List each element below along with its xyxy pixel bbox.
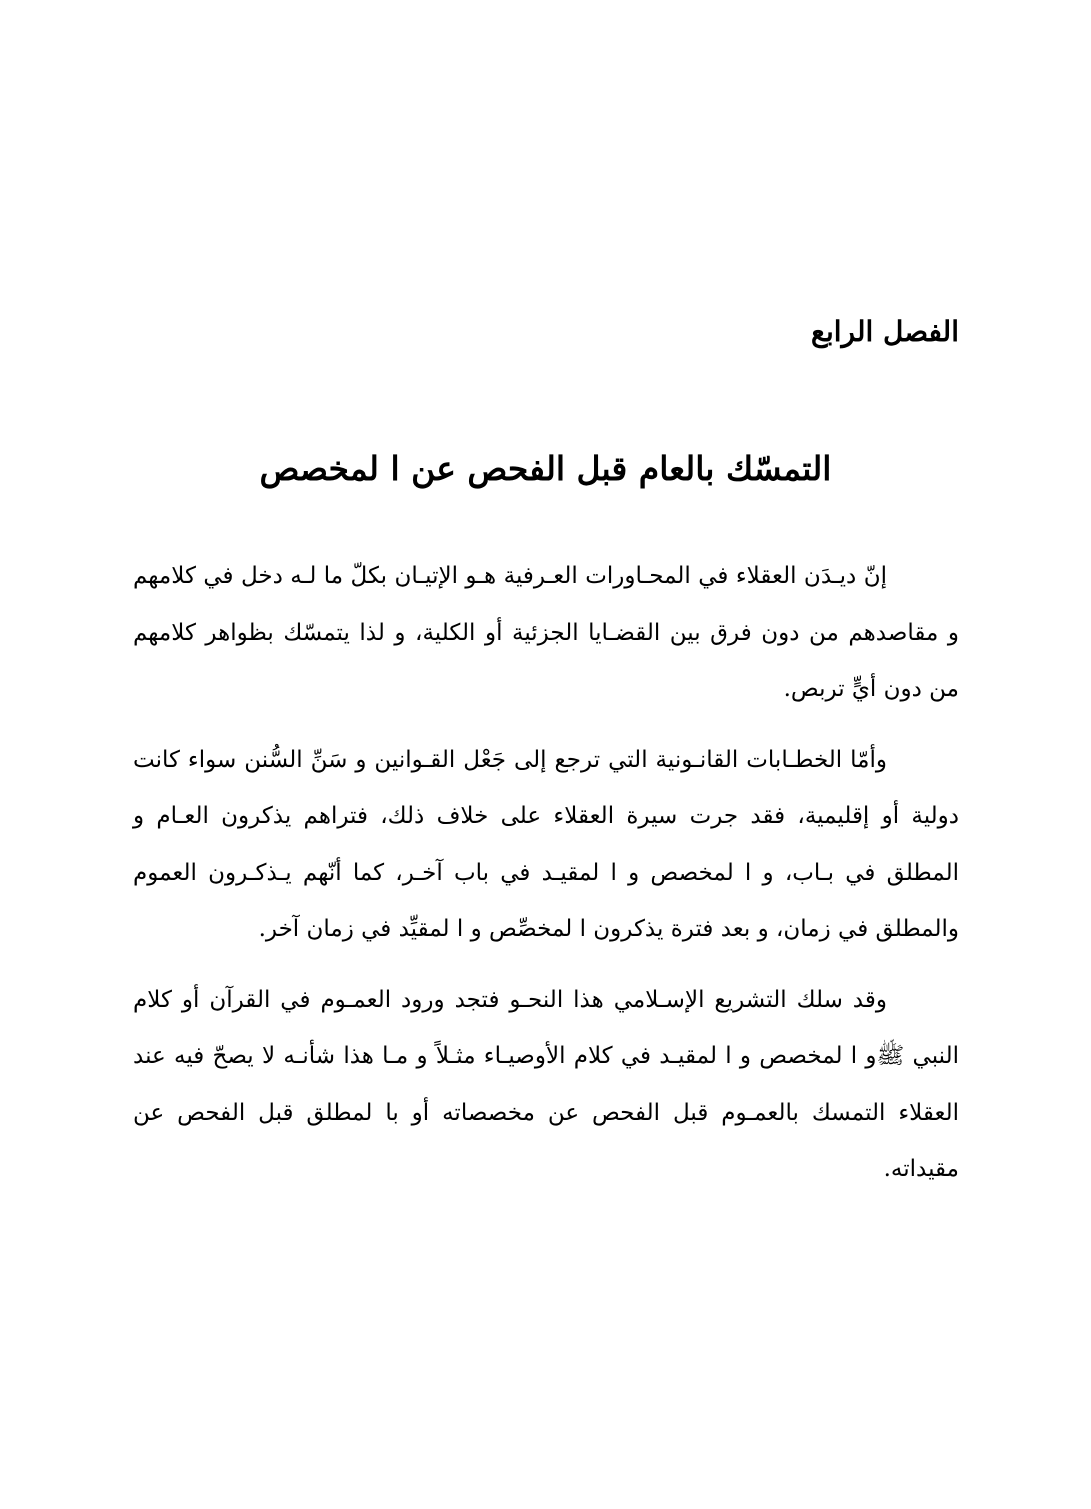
- paragraph-2: وأمّا الخطـابات القانـونية التي ترجع إلى جَعْل القـوانين و سَنِّ السُّنن سواء كانت دولية أو إقليمية، فقد جرت سيرة العقلاء على خلاف ذلك، فتراهم يذكرون العـام و المطلق في بـاب، و ا لمخصص و ا لمقيـد في باب آخـر، كما أنّهم يـذكـرون العموم والمطلق في زمان، و بعد فترة يذكرون ا لمخصِّص و ا لمقيِّد في زمان آخر.: [133, 746, 959, 942]
- body-text: [133, 548, 959, 1198]
- chapter-title: التمسّك بالعام قبل الفحص عن ا لمخصص: [259, 449, 832, 488]
- paragraph-1: إنّ ديـدَن العقلاء في المحـاورات العـرفية هـو الإتيـان بكلّ ما لـه دخل في كلامهم و مقاصدهم من دون فرق بين القضـايا الجزئية أو الكلية، و لذا يتمسّك بظواهر كلامهم من دون أيٍّ تربص.: [133, 563, 959, 702]
- paragraph-3: وقد سلك التشريع الإسـلامي هذا النحـو فتجد ورود العمـوم في القرآن أو كلام النبي ﷺو ا لمخصص و ا لمقيـد في كلام الأوصيـاء مثـلاً و مـا هذا شأنـه لا يصحّ فيه عند العقلاء التمسك بالعمـوم قبل الفحص عن مخصصاته أو با لمطلق قبل الفحص عن مقيداته.: [133, 986, 959, 1182]
- chapter-label: الفصل الرابع: [811, 315, 959, 348]
